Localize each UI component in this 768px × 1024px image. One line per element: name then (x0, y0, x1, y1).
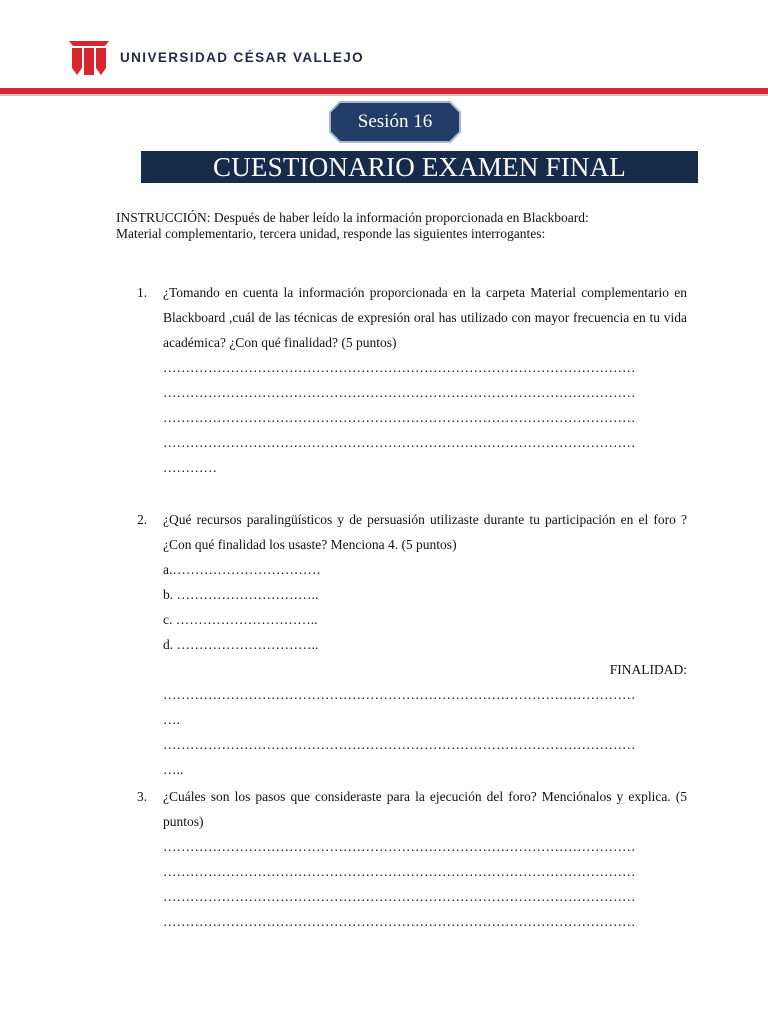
document-header (0, 0, 768, 100)
session-badge (328, 100, 462, 144)
answer-item: c. ………………………….. (163, 612, 318, 627)
answer-line: …………………………………………………………………………………………… (163, 410, 636, 425)
answer-line: …. (163, 712, 180, 727)
answer-line: …………………………………………………………………………………………… (163, 864, 636, 879)
answer-line: ………… (163, 460, 217, 475)
answer-line: …………………………………………………………………………………………… (163, 839, 636, 854)
answer-line: ….. (163, 762, 184, 777)
question-text: ¿Cuáles son los pasos que consideraste para la ejecución del foro? Menciónalos y explica. (5 puntos) (163, 789, 687, 829)
question-text: ¿Tomando en cuenta la información proporcionada en la carpeta Material complementario en Blackboard ,cuál de las técnicas de expresión oral has utilizado con mayor frecuencia en tu vida académica? ¿Con qué finalidad? (5 puntos) (163, 285, 687, 350)
question-number: 1. (137, 285, 148, 300)
header-gray-rule (0, 94, 768, 96)
university-name: UNIVERSIDAD CÉSAR VALLEJO (120, 50, 365, 65)
answer-line: …………………………………………………………………………………………… (163, 914, 636, 929)
instruction-line: INSTRUCCIÓN: Después de haber leído la información proporcionada en Blackboard: (116, 210, 589, 225)
answer-line: …………………………………………………………………………………………… (163, 737, 636, 752)
instruction-text (116, 210, 696, 242)
exam-title: CUESTIONARIO EXAMEN FINAL (141, 151, 698, 183)
answer-line: …………………………………………………………………………………………… (163, 687, 636, 702)
answer-line: …………………………………………………………………………………………… (163, 435, 636, 450)
instruction-line: Material complementario, tercera unidad, responde las siguientes interrogantes: (116, 226, 546, 241)
question-text: ¿Qué recursos paralingüísticos y de persuasión utilizaste durante tu participación en el foro ? ¿Con qué finalidad los usaste? Menciona 4. (5 puntos) (163, 512, 687, 552)
answer-item: b. ………………………….. (163, 587, 319, 602)
answer-item: d. ………………………….. (163, 637, 319, 652)
session-label: Sesión 16 (357, 111, 433, 132)
finalidad-label: FINALIDAD: (609, 662, 687, 677)
answer-line: …………………………………………………………………………………………… (163, 385, 636, 400)
ucv-shield-logo-icon (69, 41, 109, 75)
answer-line: …………………………………………………………………………………………… (163, 889, 636, 904)
question-number: 3. (137, 789, 148, 804)
answer-item: a.…………………………… (163, 562, 321, 577)
question-number: 2. (137, 512, 148, 527)
answer-line: …………………………………………………………………………………………… (163, 360, 636, 375)
